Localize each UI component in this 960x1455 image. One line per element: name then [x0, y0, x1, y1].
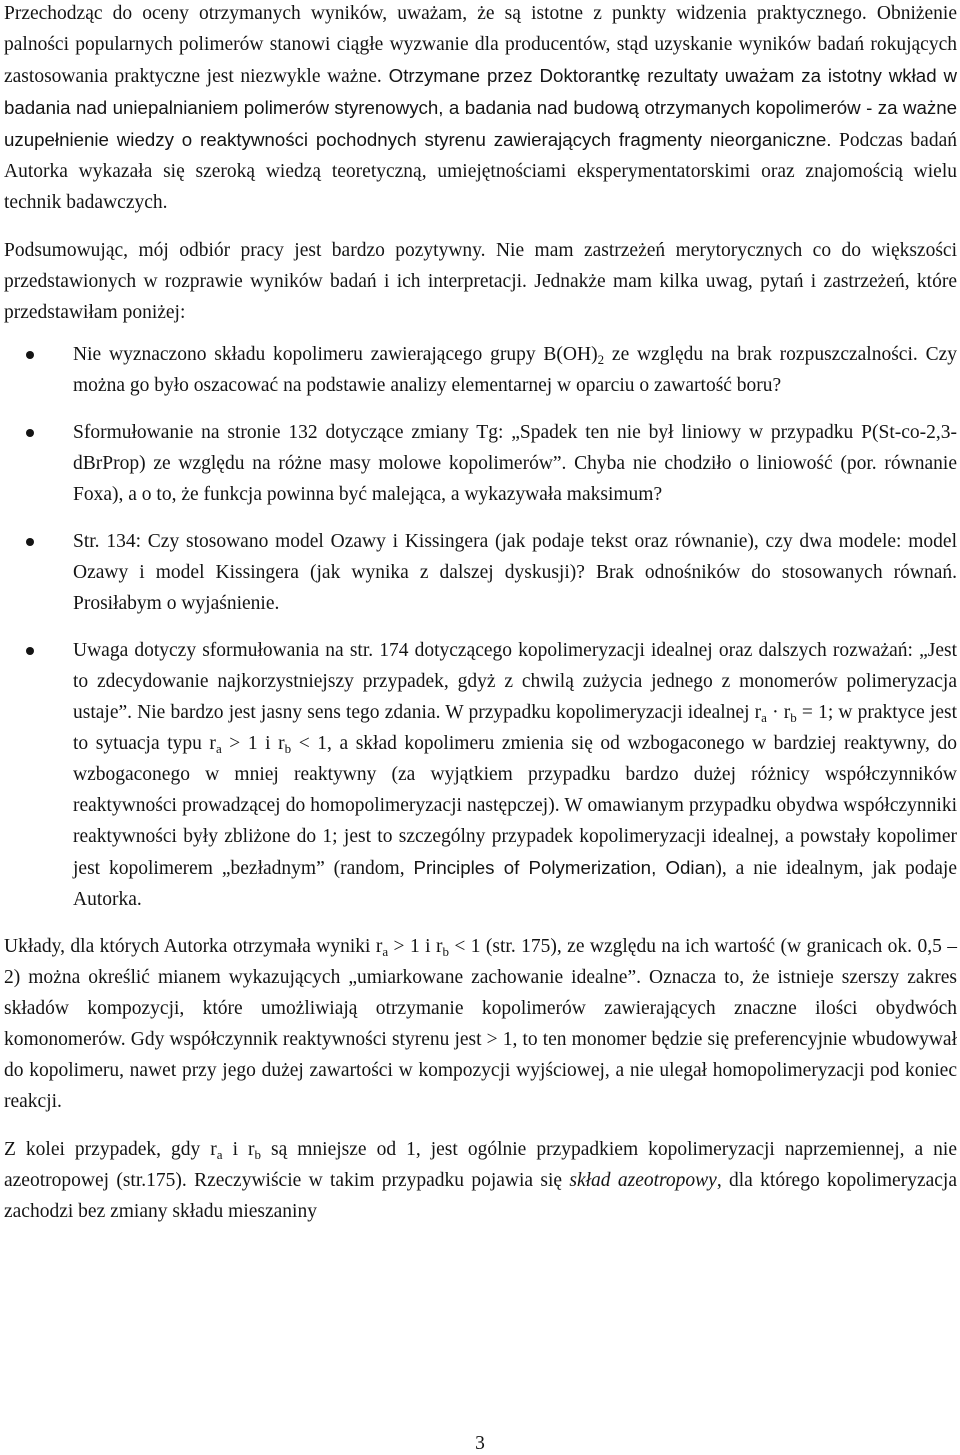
subscript: a	[382, 944, 389, 959]
list-item	[0, 339, 957, 401]
paragraph-text: < 1 (str. 175), ze względu na ich wartość (w granicach ok. 0,5 – 2) można określić mianem wykazujących „umiarkowane zachowanie idealne”. Oznacza to, że istnieje szerszy zakres składów kompozycji, które umożliwiają otrzymanie kopolimerów zawierających znaczne ilości obydwóch komonomerów. Gdy współczynnik reaktywności styrenu jest > 1, to ten monomer będzie się preferencyjnie wbudowywał do kopolimeru, nawet przy jego dużej zawartości w kompozycji wyjściowej, a nie ulegał homopolimeryzacji pod koniec reakcji.	[4, 936, 957, 1112]
bullet-icon	[26, 647, 34, 655]
paragraph-evaluation	[4, 0, 957, 218]
italic-text: skład azeotropowy	[569, 1170, 717, 1191]
list-item-text: Sformułowanie na stronie 132 dotyczące zmiany Tg: „Spadek ten nie był liniowy w przypadku P(St-co-2,3-dBrProp) ze względu na różne masy molowe kopolimerów”. Chyba nie chodziło o liniowość (por. równanie Foxa), a o to, że funkcja powinna być malejąca, a wykazywała maksimum?	[73, 422, 957, 505]
list-item-text: < 1, a skład kopolimeru zmienia się od wzbogaconego w bardziej reaktywny, do wzbogaconego w mniej reaktywny (za wyjątkiem przypadku bardzo dużej różnicy współczynników reaktywności prowadzącej do homopolimeryzacji następczej). W omawianym przypadku obydwa współczynniki reaktywności były zbliżone do 1; jest to szczególny przypadek kopolimeryzacji idealnej, a powstały kopolimer jest kopolimerem „bezładnym” (random,	[73, 733, 958, 879]
citation-text: Principles of Polymerization, Odian	[413, 857, 716, 878]
subscript: b	[284, 741, 292, 756]
bullet-icon	[26, 429, 34, 437]
list-item	[0, 635, 957, 915]
subscript: 2	[597, 352, 605, 367]
paragraph-text: i r	[222, 1139, 255, 1160]
subscript: a	[216, 1147, 223, 1162]
paragraph-text: Z kolei przypadek, gdy r	[4, 1139, 217, 1160]
list-item	[0, 526, 957, 619]
bullet-icon	[26, 351, 34, 359]
page-number: 3	[475, 1433, 485, 1454]
paragraph-text: są mniejsze od 1, jest ogólnie przypadkiem kopolimeryzacji naprzemiennej, a nie azeotropowej (str.175). Rzeczywiście w takim przypadku pojawia się	[4, 1139, 957, 1191]
paragraph-text: > 1 i r	[388, 936, 443, 957]
paragraph-text: Układy, dla których Autorka otrzymała wyniki r	[4, 936, 383, 957]
subscript: a	[761, 710, 767, 725]
subscript: b	[442, 944, 449, 959]
list-item-text: ze względu na brak rozpuszczalności. Czy można go było oszacować na podstawie analizy elementarnej w oparciu o zawartość boru?	[73, 344, 957, 396]
paragraph-azeotrope	[4, 1134, 957, 1227]
list-item-text: = 1; w praktyce jest to sytuacja typu r	[73, 702, 957, 754]
list-item-text: > 1 i r	[221, 733, 285, 754]
remarks-list	[0, 339, 960, 915]
subscript: a	[215, 741, 222, 756]
paragraph-text: Podczas badań Autorka wykazała się szeroką wiedzą teoretyczną, umiejętnościami eksperymentatorskimi oraz znajomością wielu technik badawczych.	[4, 130, 957, 213]
bullet-icon	[26, 538, 34, 546]
paragraph-summary: Podsumowując, mój odbiór pracy jest bardzo pozytywny. Nie mam zastrzeżeń merytorycznych co do większości przedstawionych w rozprawie wyników badań i ich interpretacji. Jednakże mam kilka uwag, pytań i zastrzeżeń, które przedstawiłam poniżej:	[4, 240, 957, 323]
paragraph-text: Przechodząc do oceny otrzymanych wyników, uważam, że są istotne z punkty widzenia praktycznego. Obniżenie palności popularnych polimerów stanowi ciągłe wyzwanie dla producentów, stąd uzyskanie wyników badań rokujących zastosowania praktyczne jest niezwykle ważne.	[4, 3, 957, 87]
list-item-text: Uwaga dotyczy sformułowania na str. 174 dotyczącego kopolimeryzacji idealnej oraz dalszych rozważań: „Jest to zdecydowanie najkorzystniejszy przypadek, gdyż z chwilą zużycia jednego z monomerów polimeryzacja ustaje”. Nie bardzo jest jasny sens tego zdania. W przypadku kopolimeryzacji idealnej r	[73, 640, 957, 723]
paragraph-reactivity	[4, 931, 957, 1117]
list-item-text: Nie wyznaczono składu kopolimeru zawierającego grupy B(OH)	[73, 344, 598, 365]
paragraph-text-sans: Otrzymane przez Doktorantkę rezultaty uważam za istotny wkład w badania nad uniepalnianiem polimerów styrenowych, a badania nad budową otrzymanych kopolimerów - za ważne uzupełnienie wiedzy o reaktywności pochodnych styrenu zawierających fragmenty nieorganiczne.	[4, 65, 957, 150]
subscript: b	[254, 1147, 261, 1162]
list-item	[0, 417, 957, 510]
subscript: b	[790, 710, 797, 725]
list-item-text: Str. 134: Czy stosowano model Ozawy i Kissingera (jak podaje tekst oraz równanie), czy dwa modele: model Ozawy i model Kissingera (jak wynika z dalszej dyskusji)? Brak odnośników do stosowanych równań. Prosiłabym o wyjaśnienie.	[73, 531, 957, 614]
paragraph-text: , dla którego kopolimeryzacja zachodzi bez zmiany składu mieszaniny	[4, 1170, 957, 1222]
list-item-text: ), a nie idealnym, jak podaje Autorka.	[73, 858, 957, 910]
list-item-text: · r	[766, 702, 791, 723]
